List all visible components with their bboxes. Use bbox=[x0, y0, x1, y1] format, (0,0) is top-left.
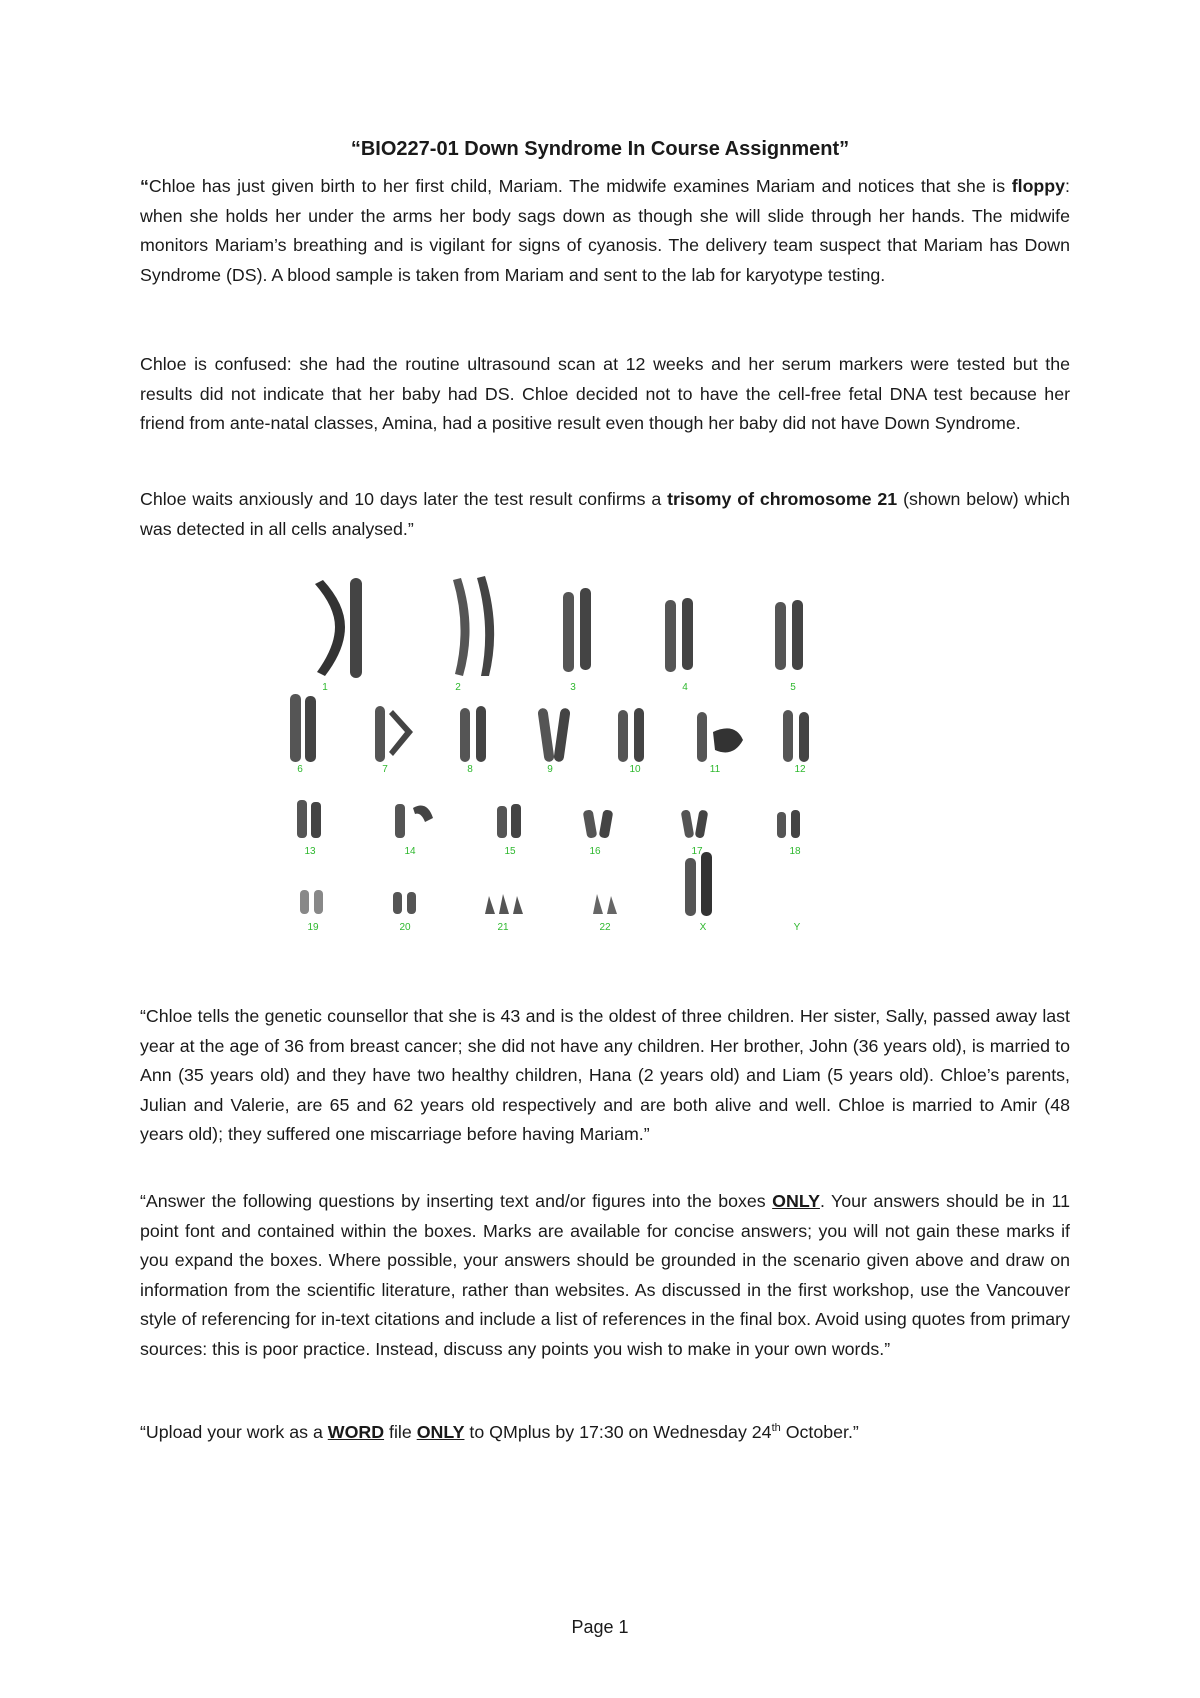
chromosome-label-14: 14 bbox=[404, 846, 416, 857]
chromosome-trisomy-21 bbox=[485, 894, 523, 914]
chromosome-pair-1 bbox=[315, 578, 362, 678]
chromosome-label-9: 9 bbox=[547, 764, 553, 775]
upload-text-b: file bbox=[384, 1422, 417, 1442]
chromosome-pair-12 bbox=[783, 710, 809, 762]
karyotype-figure bbox=[297, 572, 905, 1012]
chromosome-label-6: 6 bbox=[297, 764, 303, 775]
chromosome-pair-x bbox=[685, 852, 712, 916]
chromosome-pair-17 bbox=[681, 809, 709, 838]
chromosome-label-8: 8 bbox=[467, 764, 473, 775]
chromosome-label-7: 7 bbox=[382, 764, 388, 775]
floppy-emphasis: floppy bbox=[1011, 176, 1066, 196]
chromosome-pair-7 bbox=[375, 706, 413, 762]
chromosome-label-5: 5 bbox=[790, 682, 796, 693]
chromosome-pair-20 bbox=[393, 892, 416, 914]
chromosome-pair-22 bbox=[593, 894, 617, 914]
chromosome-label-1: 1 bbox=[322, 682, 328, 693]
instructions-text-a: “Answer the following questions by inserting text and/or figures into the boxes bbox=[140, 1191, 773, 1211]
chromosome-label-15: 15 bbox=[504, 846, 516, 857]
chromosome-label-x: X bbox=[699, 922, 707, 933]
page-title: “BIO227-01 Down Syndrome In Course Assignment” bbox=[350, 138, 850, 160]
chromosome-label-12: 12 bbox=[794, 764, 806, 775]
paragraph-screening: Chloe is confused: she had the routine ultrasound scan at 12 weeks and her serum markers were tested but the results did not indicate that her baby had DS. Chloe decided not to have the cell-free fetal DNA test because her friend from ante-natal classes, Amina, had a positive result even though her baby did not have Down Syndrome. bbox=[140, 354, 1070, 433]
upload-only-emphasis: ONLY bbox=[416, 1422, 465, 1442]
result-text-a: Chloe waits anxiously and 10 days later the test result confirms a bbox=[140, 489, 668, 509]
chromosome-label-3: 3 bbox=[570, 682, 576, 693]
chromosome-label-10: 10 bbox=[629, 764, 641, 775]
instructions-text-b: . Your answers should be in 11 point font and contained within the boxes. Marks are available for concise answers; you will not gain these marks if you expand the boxes. Where possible, your answers should be grounded in the scenario given above and draw on information from the scientific literature, rather than websites. As discussed in the first workshop, use the Vancouver style of referencing for in-text citations and include a list of references in the final box. Avoid using quotes from primary sources: this is poor practice. Instead, discuss any points you wish to make in your own words.” bbox=[140, 1191, 1070, 1359]
chromosome-pair-13 bbox=[297, 800, 321, 838]
upload-text-a: “Upload your work as a bbox=[140, 1422, 328, 1442]
chromosome-pair-10 bbox=[618, 708, 644, 762]
intro-text-b: : when she holds her under the arms her body sags down as though she will slide through her hands. The midwife monitors Mariam’s breathing and is vigilant for signs of cyanosis. The delivery team suspect that Mariam has Down Syndrome (DS). A blood sample is taken from Mariam and sent to the lab for karyotype testing. bbox=[140, 176, 1070, 285]
chromosome-label-13: 13 bbox=[304, 846, 316, 857]
result-text-b: (shown below) which was detected in all cells analysed.” bbox=[140, 489, 1070, 539]
chromosome-pair-15 bbox=[497, 804, 521, 838]
ordinal-suffix: th bbox=[771, 1422, 781, 1435]
chromosome-pair-6 bbox=[290, 694, 316, 762]
chromosome-pair-18 bbox=[777, 810, 800, 838]
chromosome-label-19: 19 bbox=[307, 922, 319, 933]
chromosome-pair-8 bbox=[460, 706, 486, 762]
paragraph-intro bbox=[140, 172, 1070, 290]
chromosome-label-2: 2 bbox=[455, 682, 461, 693]
trisomy-emphasis: trisomy of chromosome 21 bbox=[667, 489, 898, 509]
upload-text-d: October.” bbox=[780, 1422, 859, 1442]
intro-text-a: Chloe has just given birth to her first child, Mariam. The midwife examines Mariam and notices that she is bbox=[148, 176, 1012, 196]
upload-text-c: to QMplus by 17:30 on Wednesday 24 bbox=[464, 1422, 772, 1442]
page-number: Page 1 bbox=[571, 1617, 629, 1637]
chromosome-label-11: 11 bbox=[709, 764, 721, 775]
only-emphasis: ONLY bbox=[772, 1191, 820, 1211]
chromosome-pair-16 bbox=[583, 809, 614, 838]
paragraph-result bbox=[140, 485, 1070, 544]
chromosome-pair-19 bbox=[300, 890, 323, 914]
chromosome-pair-14 bbox=[395, 804, 433, 838]
chromosome-label-y: Y bbox=[793, 922, 801, 933]
chromosome-pair-9 bbox=[537, 708, 570, 763]
paragraph-family-history: “Chloe tells the genetic counsellor that she is 43 and is the oldest of three children. Her sister, Sally, passed away last year at the age of 36 from breast cancer; she did not have any children. Her brother, John (36 years old), is married to Ann (35 years old) and they have two healthy children, Hana (2 years old) and Liam (5 years old). Chloe’s parents, Julian and Valerie, are 65 and 62 years old respectively and are both alive and well. Chloe is married to Amir (48 years old); they suffered one miscarriage before having Mariam.” bbox=[140, 1006, 1070, 1144]
paragraph-instructions bbox=[140, 1187, 1070, 1364]
paragraph-upload bbox=[140, 1418, 1070, 1448]
chromosome-label-4: 4 bbox=[682, 682, 688, 693]
chromosome-pair-11 bbox=[697, 712, 743, 762]
chromosome-label-20: 20 bbox=[399, 922, 411, 933]
chromosome-label-16: 16 bbox=[589, 846, 601, 857]
word-emphasis: WORD bbox=[327, 1422, 385, 1442]
chromosome-label-18: 18 bbox=[789, 846, 801, 857]
chromosome-pair-4 bbox=[665, 598, 693, 672]
chromosome-pair-5 bbox=[775, 600, 803, 670]
chromosome-label-22: 22 bbox=[599, 922, 611, 933]
chromosome-pair-2 bbox=[453, 576, 494, 676]
chromosome-label-17: 17 bbox=[691, 846, 703, 857]
chromosome-pair-3 bbox=[563, 588, 591, 672]
chromosome-label-21: 21 bbox=[497, 922, 509, 933]
open-quote: “ bbox=[140, 176, 149, 196]
